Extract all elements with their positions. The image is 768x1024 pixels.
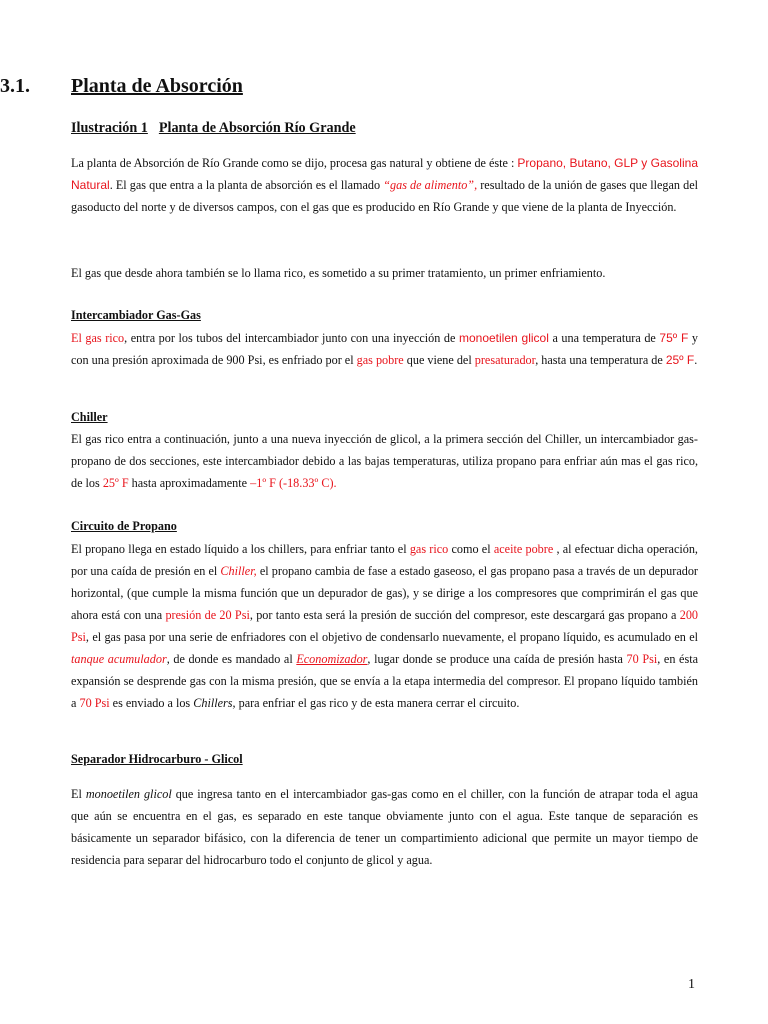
intercambiador-text-5: , hasta una temperatura de (535, 353, 666, 367)
chiller-temperature-2: –1º F (-18.33º C). (250, 476, 337, 490)
section-title: Planta de Absorción (71, 75, 243, 97)
propano-text-2: como el (448, 542, 494, 556)
temperature-highlight-1: 75º F (659, 331, 689, 345)
intro-text-1: La planta de Absorción de Río Grande como se dijo, procesa gas natural y obtiene de éste : (71, 156, 518, 170)
pressure-highlight-4: 70 Psi (79, 696, 110, 710)
lean-gas-highlight: gas pobre (356, 353, 404, 367)
intro-paragraph (71, 152, 698, 218)
propano-paragraph (71, 538, 698, 714)
page-number: 1 (688, 977, 695, 992)
separador-paragraph (71, 783, 698, 871)
presaturador-highlight: presaturador (474, 353, 536, 367)
chiller-temperature-1: 25º F (102, 476, 129, 490)
propano-text-10: es enviado a los (109, 696, 194, 710)
intercambiador-text-3: y con una presión aproximada de 900 Psi, es enfriado por el (71, 331, 698, 367)
pressure-highlight-3: 70 Psi (626, 652, 658, 666)
rich-gas-highlight: El gas rico (71, 331, 125, 345)
intercambiador-text-2: a una temperatura de (548, 331, 660, 345)
propano-title: Circuito de Propano (71, 519, 177, 533)
propano-text-9: , en ésta expansión se desprende gas con la misma presión, que se envía a la etapa intermedia del compresor. El propano líquido también a (71, 652, 698, 710)
separador-text-2: que ingresa tanto en el intercambiador gas-gas como en el chiller, con la función de atrapar toda el agua que aún se encuentra en el gas, es separado en este tanque obviamente junto con el agua. Este tanque de separación es básicamente un separador bifásico, con la diferencia de tener un compartimiento adicional que permite un mayor tiempo de residencia para separar del hidrocarburo todo el conjunto de glicol y agua. (71, 787, 698, 867)
propano-text-5: , por tanto esta será la presión de succión del compresor, este descargará gas propano a (249, 608, 680, 622)
temperature-highlight-2: 25º F (665, 353, 695, 367)
propano-text-7: , de donde es mandado al (166, 652, 297, 666)
glycol-highlight: monoetilen glicol (458, 331, 549, 345)
chiller-highlight: Chiller, (220, 564, 257, 578)
chillers-italic: Chillers, (193, 696, 236, 710)
propano-text-4: el propano cambia de fase a estado gaseoso, el gas propano pasa a través de un depurador horizontal, (que cumple la misma función que un depurador de gas), y se dirige a los compresores que comprimirán el gas que ahora está con una (71, 564, 698, 622)
tank-highlight: tanque acumulador (71, 652, 167, 666)
section-number: 3.1. (0, 75, 30, 97)
intercambiador-text-6: . (694, 353, 698, 367)
intro-text-3: resultado de la unión de gases que llegan del gasoducto del norte y de diversos campos, con el gas que es producido en Río Grande y que viene de la planta de Inyección. (71, 178, 699, 214)
intercambiador-paragraph (71, 327, 698, 371)
propano-rich-gas: gas rico (409, 542, 449, 556)
chiller-title: Chiller (71, 410, 108, 424)
intro-paragraph-2: El gas que desde ahora también se lo llama rico, es sometido a su primer tratamiento, un primer enfriamiento. (71, 266, 606, 280)
illustration-caption (71, 119, 356, 137)
propano-text-11: para enfriar el gas rico y de esta manera cerrar el circuito. (235, 696, 520, 710)
lean-oil-highlight: aceite pobre (493, 542, 554, 556)
propano-text-1: El propano llega en estado líquido a los chillers, para enfriar tanto el (71, 542, 410, 556)
pressure-highlight-2: 200 Psi (71, 608, 698, 644)
propano-text-6: , el gas pasa por una serie de enfriadores con el objetivo de condensarlo nuevamente, el propano líquido, es acumulado en el (85, 630, 698, 644)
intercambiador-text-4: que viene del (403, 353, 475, 367)
illustration-title: Planta de Absorción Río Grande (158, 120, 356, 136)
intercambiador-title: Intercambiador Gas-Gas (71, 308, 201, 322)
intercambiador-text-1: , entra por los tubos del intercambiador junto con una inyección de (124, 331, 459, 345)
chiller-text-1: El gas rico entra a continuación, junto a una nueva inyección de glicol, a la primera sección del Chiller, un intercambiador gas-propano de dos secciones, este intercambiador debido a las bajas temperaturas, utiliza propano para enfriar aún mas el gas rico, de los (71, 432, 698, 490)
chiller-paragraph (71, 428, 698, 494)
pressure-highlight-1: presión de 20 Psi (165, 608, 250, 622)
economizer-highlight: Economizador (296, 652, 368, 666)
separador-glycol: monoetilen glicol (85, 787, 172, 801)
propano-text-8: , lugar donde se produce una caída de presión hasta (367, 652, 627, 666)
chiller-text-2: hasta aproximadamente (128, 476, 251, 490)
separador-title: Separador Hidrocarburo - Glicol (71, 752, 243, 766)
propano-text-3: , al efectuar dicha operación, por una caída de presión en el (71, 542, 698, 578)
illustration-label: Ilustración 1 (71, 120, 148, 136)
intro-text-2: . El gas que entra a la planta de absorción es el llamado (109, 178, 384, 192)
feed-gas-highlight: “gas de alimento”, (383, 178, 478, 192)
separador-text-1: El (71, 787, 86, 801)
products-highlight: Propano, Butano, GLP y Gasolina Natural (71, 156, 698, 192)
